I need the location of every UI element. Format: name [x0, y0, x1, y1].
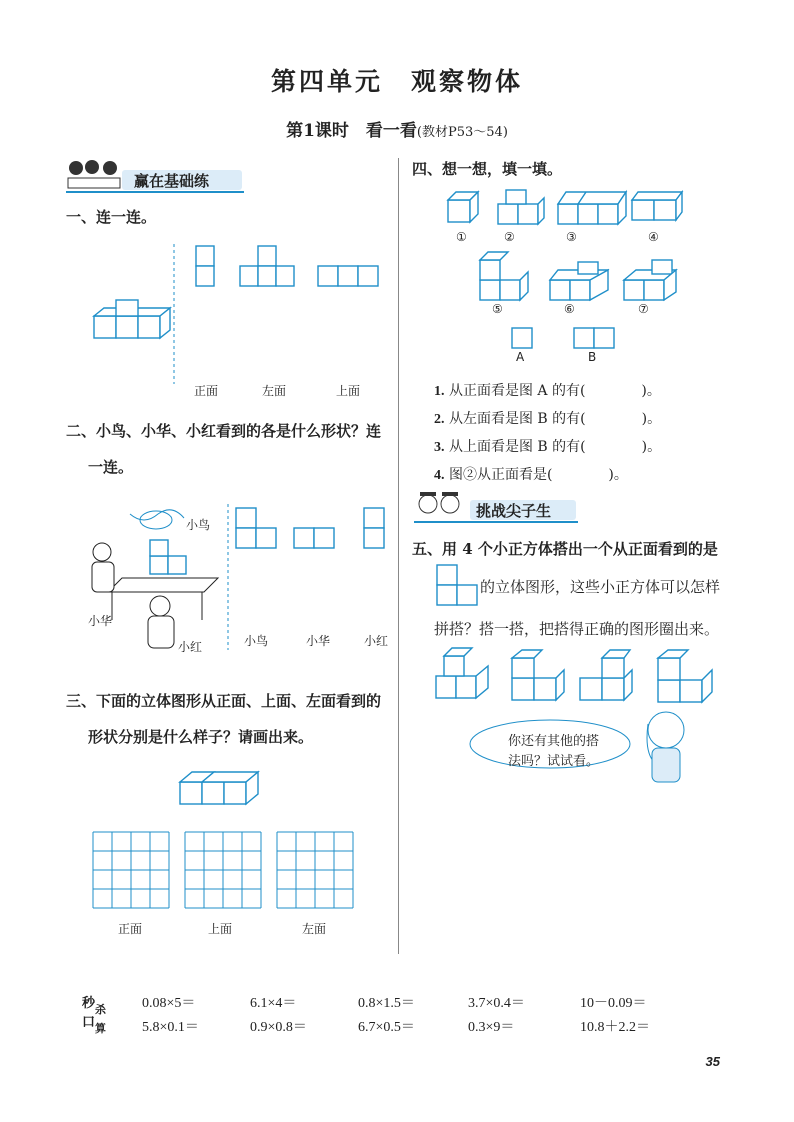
q2-view-1 [236, 508, 276, 548]
hua-label: 小华 [88, 614, 113, 628]
calc-r1c5: 10－0.09＝ [580, 996, 647, 1011]
q5-option-1[interactable] [436, 648, 488, 698]
calc-r1c1: 0.08×5＝ [142, 996, 196, 1011]
bubble-line2: 法吗？试试看。 [508, 754, 600, 769]
q4-fig-label-4: ④ [648, 230, 659, 244]
q2-title-line2: 一连。 [88, 458, 134, 476]
textbook-reference: (教材P53～54) [416, 125, 508, 140]
q4-fig-3 [558, 192, 626, 224]
girl-icon [647, 712, 684, 782]
q5-title-line3: 拼搭？搭一搭，把搭得正确的图形圈出来。 [434, 620, 720, 638]
lesson-subtitle [0, 116, 794, 141]
q1-view-3 [318, 266, 378, 286]
q4-view-label-a: A [516, 350, 525, 364]
q3-grid-left[interactable] [277, 832, 353, 908]
calc-r2c2: 0.9×0.8＝ [250, 1020, 307, 1035]
page-number: 35 [705, 1054, 720, 1069]
q4-fig-6 [550, 262, 608, 300]
q2-label-bird: 小鸟 [244, 634, 269, 648]
banner-challenge-text: 挑战尖子生 [476, 502, 552, 520]
column-divider [398, 158, 399, 954]
q3-grids[interactable] [92, 830, 362, 916]
q4-item-4: 4. 图②从正面看是( )。 [434, 467, 628, 483]
mental-math-label [82, 992, 107, 1035]
q3-label-top: 上面 [208, 922, 233, 936]
q4-fig-5 [480, 252, 528, 300]
mental-char-1: 秒 [82, 996, 96, 1011]
q4-fig-4 [632, 192, 682, 220]
q4-fig-label-5: ⑤ [492, 302, 503, 316]
q5-figures [430, 644, 730, 792]
q4-view-b [574, 328, 614, 348]
child-hua-icon [92, 543, 114, 592]
q4-view-label-b: B [588, 350, 597, 364]
q1-solid [94, 300, 170, 338]
mental-char-2: 杀 [95, 1003, 107, 1016]
q2-scene [86, 500, 396, 660]
q5-option-3[interactable] [580, 650, 632, 700]
q5-front-view [436, 564, 478, 606]
q4-fig-2 [498, 190, 544, 224]
q3-title-line1: 三、下面的立体图形从正面、上面、左面看到的 [66, 692, 382, 710]
calc-r1c2: 6.1×4＝ [250, 996, 297, 1011]
calc-r2c5: 10.8＋2.2＝ [580, 1020, 650, 1035]
lesson-title: 第1课时 看一看 [286, 121, 417, 141]
q4-fig-label-2: ② [504, 230, 515, 244]
q4-item-2: 2. 从左面看是图 B 的有( )。 [434, 411, 662, 427]
calc-r1c4: 3.7×0.4＝ [468, 996, 525, 1011]
q3-label-left: 左面 [302, 922, 327, 936]
q2-label-hua: 小华 [306, 634, 331, 648]
q1-view-1 [196, 246, 214, 286]
bubble-line1: 你还有其他的搭 [508, 734, 600, 749]
q2-label-hong: 小红 [364, 634, 389, 648]
mental-char-4: 算 [95, 1022, 107, 1035]
q4-fig-label-6: ⑥ [564, 302, 575, 316]
q4-fig-label-7: ⑦ [638, 302, 649, 316]
q5-option-2[interactable] [512, 650, 564, 700]
q5-title-line2: 的立体图形，这些小正方体可以怎样 [480, 578, 721, 596]
banner-basic-text: 赢在基础练 [134, 172, 210, 190]
q3-title-line2: 形状分别是什么样子？请画出来。 [88, 728, 314, 746]
banner-basic [66, 158, 246, 194]
bird-label: 小鸟 [186, 518, 211, 532]
q1-figures [86, 236, 386, 386]
q2-view-2 [294, 528, 334, 548]
q4-item-3: 3. 从上面看是图 B 的有( )。 [434, 439, 662, 455]
calc-r2c4: 0.3×9＝ [468, 1020, 515, 1035]
calc-r2c1: 5.8×0.1＝ [142, 1020, 199, 1035]
bird-icon [130, 510, 184, 529]
q5-title-line1: 五、用 4 个小正方体搭出一个从正面看到的是 [412, 540, 718, 558]
q1-label-top: 上面 [336, 384, 361, 398]
calc-r2c3: 6.7×0.5＝ [358, 1020, 415, 1035]
calc-r1c3: 0.8×1.5＝ [358, 996, 415, 1011]
q3-solid [178, 764, 268, 812]
q2-view-3 [364, 508, 384, 548]
child-hong-icon [148, 596, 174, 648]
q1-view-2 [240, 246, 294, 286]
q4-fig-label-3: ③ [566, 230, 577, 244]
mental-char-3: 口 [82, 1015, 96, 1030]
q1-label-front: 正面 [194, 384, 219, 398]
q3-label-front: 正面 [118, 922, 143, 936]
q4-view-a [512, 328, 532, 348]
q4-fig-1 [448, 192, 478, 222]
page-title: 第四单元 观察物体 [270, 67, 523, 96]
hong-label: 小红 [178, 640, 203, 654]
q5-option-4[interactable] [658, 650, 712, 702]
q4-fig-label-1: ① [456, 230, 467, 244]
q4-item-1: 1. 从正面看是图 A 的有( )。 [434, 383, 661, 399]
q4-fig-7 [624, 260, 676, 300]
banner-challenge [414, 490, 580, 524]
q1-title: 一、连一连。 [66, 208, 157, 226]
q3-grid-top[interactable] [185, 832, 261, 908]
q1-label-left: 左面 [262, 384, 287, 398]
q3-grid-front[interactable] [93, 832, 169, 908]
q4-title: 四、想一想，填一填。 [412, 160, 563, 178]
q2-title-line1: 二、小鸟、小华、小红看到的各是什么形状？连 [66, 422, 382, 440]
q4-figures [440, 186, 690, 356]
